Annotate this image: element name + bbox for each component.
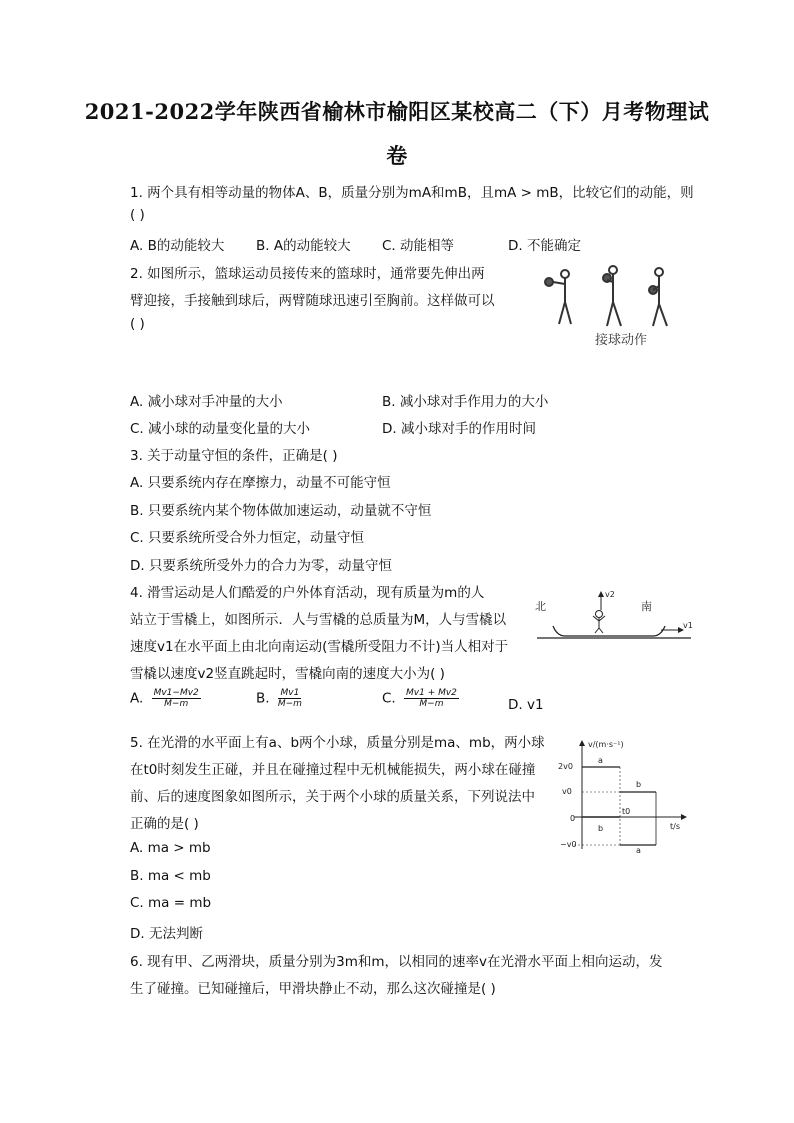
q4-option-d: D. v1 [508, 697, 544, 713]
label-a-after: a [636, 846, 641, 855]
q1-option-c: C. 动能相等 [382, 238, 455, 254]
q5-option-b: B. ma < mb [130, 868, 211, 884]
label-b-before: b [598, 824, 604, 833]
q1-option-b: B. A的动能较大 [256, 238, 351, 254]
q4-option-c [382, 688, 459, 709]
q5-stem-line3: 前、后的速度图象如图所示，关于两个小球的质量关系，下列说法中 [130, 789, 535, 805]
q2-figure-caption: 接球动作 [595, 333, 648, 348]
q3-option-a: A. 只要系统内存在摩擦力，动量不可能守恒 [130, 475, 391, 491]
q2-stem-line2: 臂迎接，手接触到球后，两臂随球迅速引至胸前。这样做可以 [130, 293, 495, 309]
q1-stem-line2: ( ) [130, 207, 145, 223]
v2-label: v2 [605, 590, 615, 599]
q2-option-b: B. 减小球对手作用力的大小 [382, 394, 549, 410]
y-axis-label: v/(m·s⁻¹) [588, 740, 624, 749]
tick-neg-v0: −v0 [560, 840, 577, 849]
q2-option-a: A. 减小球对手冲量的大小 [130, 394, 283, 410]
player-figure-3 [649, 268, 667, 326]
label-b-after: b [636, 780, 642, 789]
q5-figure-velocity-graph [552, 737, 692, 855]
person-icon [596, 611, 603, 618]
q3-option-d: D. 只要系统所受外力的合力为零，动量守恒 [130, 558, 392, 574]
q4-option-c-denominator: M−m [419, 699, 444, 709]
q4-option-b-numerator: Mv1 [280, 688, 300, 698]
q4-stem-line4: 雪橇以速度v2竖直跳起时，雪橇向南的速度大小为( ) [130, 666, 445, 682]
q4-option-b [256, 688, 302, 709]
q4-option-b-denominator: M−m [277, 699, 302, 709]
v1-label: v1 [683, 621, 693, 630]
q3-option-b: B. 只要系统内某个物体做加速运动，动量就不守恒 [130, 503, 432, 519]
q2-figure-catching-ball [535, 262, 695, 352]
q5-stem-line4: 正确的是( ) [130, 816, 199, 832]
q2-stem-line1: 2. 如图所示，篮球运动员接传来的篮球时，通常要先伸出两 [130, 266, 485, 282]
exam-title-line2: 卷 [386, 143, 408, 168]
q4-option-c-label: C. [382, 690, 396, 707]
q6-stem-line2: 生了碰撞。已知碰撞后，甲滑块静止不动，那么这次碰撞是( ) [130, 981, 496, 997]
q3-stem: 3. 关于动量守恒的条件，正确是( ) [130, 448, 338, 464]
q5-option-c: C. ma = mb [130, 895, 212, 911]
q2-stem-line3: ( ) [130, 316, 145, 332]
q4-option-c-numerator: Mv1 + Mv2 [406, 688, 457, 698]
q1-option-a: A. B的动能较大 [130, 238, 225, 254]
player-figure-2 [603, 266, 621, 326]
q1-option-d: D. 不能确定 [508, 238, 581, 254]
x-axis-label: t/s [670, 822, 680, 831]
north-label: 北 [535, 600, 546, 613]
q2-option-c: C. 减小球的动量变化量的大小 [130, 421, 311, 437]
q4-option-a [130, 688, 201, 709]
q5-stem-line1: 5. 在光滑的水平面上有a、b两个小球，质量分别是ma、mb，两小球 [130, 735, 545, 751]
south-label: 南 [641, 600, 652, 613]
tick-t0: t0 [622, 807, 631, 816]
q6-stem-line1: 6. 现有甲、乙两滑块，质量分别为3m和m，以相同的速率v在光滑水平面上相向运动，发 [130, 954, 663, 970]
tick-2v0: 2v0 [558, 762, 573, 771]
label-a-before: a [598, 756, 603, 765]
q4-stem-line1: 4. 滑雪运动是人们酷爱的户外体育活动，现有质量为m的人 [130, 585, 485, 601]
exam-title-line1: 2021-2022学年陕西省榆林市榆阳区某校高二（下）月考物理试 [84, 99, 710, 124]
q3-option-c: C. 只要系统所受合外力恒定，动量守恒 [130, 530, 365, 546]
q5-option-a: A. ma > mb [130, 840, 211, 856]
q4-option-a-denominator: M−m [164, 699, 189, 709]
sled-shape [553, 626, 665, 636]
q5-option-d: D. 无法判断 [130, 926, 203, 942]
q4-stem-line2: 站立于雪橇上，如图所示．人与雪橇的总质量为M，人与雪橇以 [130, 612, 507, 628]
q4-option-b-label: B. [256, 690, 270, 707]
q4-stem-line3: 速度v1在水平面上由北向南运动(雪橇所受阻力不计)当人相对于 [130, 639, 509, 655]
tick-v0: v0 [562, 787, 572, 796]
q4-figure-sled [533, 588, 695, 646]
q1-stem-line1: 1. 两个具有相等动量的物体A、B，质量分别为mA和mB，且mA > mB，比较它们的动能，则 [130, 185, 694, 201]
q4-option-a-numerator: Mv1−Mv2 [153, 688, 199, 698]
q2-option-d: D. 减小球对手的作用时间 [382, 421, 536, 437]
q4-option-a-label: A. [130, 690, 144, 707]
tick-zero: 0 [570, 814, 576, 823]
player-figure-1 [545, 270, 571, 324]
q5-stem-line2: 在t0时刻发生正碰，并且在碰撞过程中无机械能损失，两小球在碰撞 [130, 762, 536, 778]
